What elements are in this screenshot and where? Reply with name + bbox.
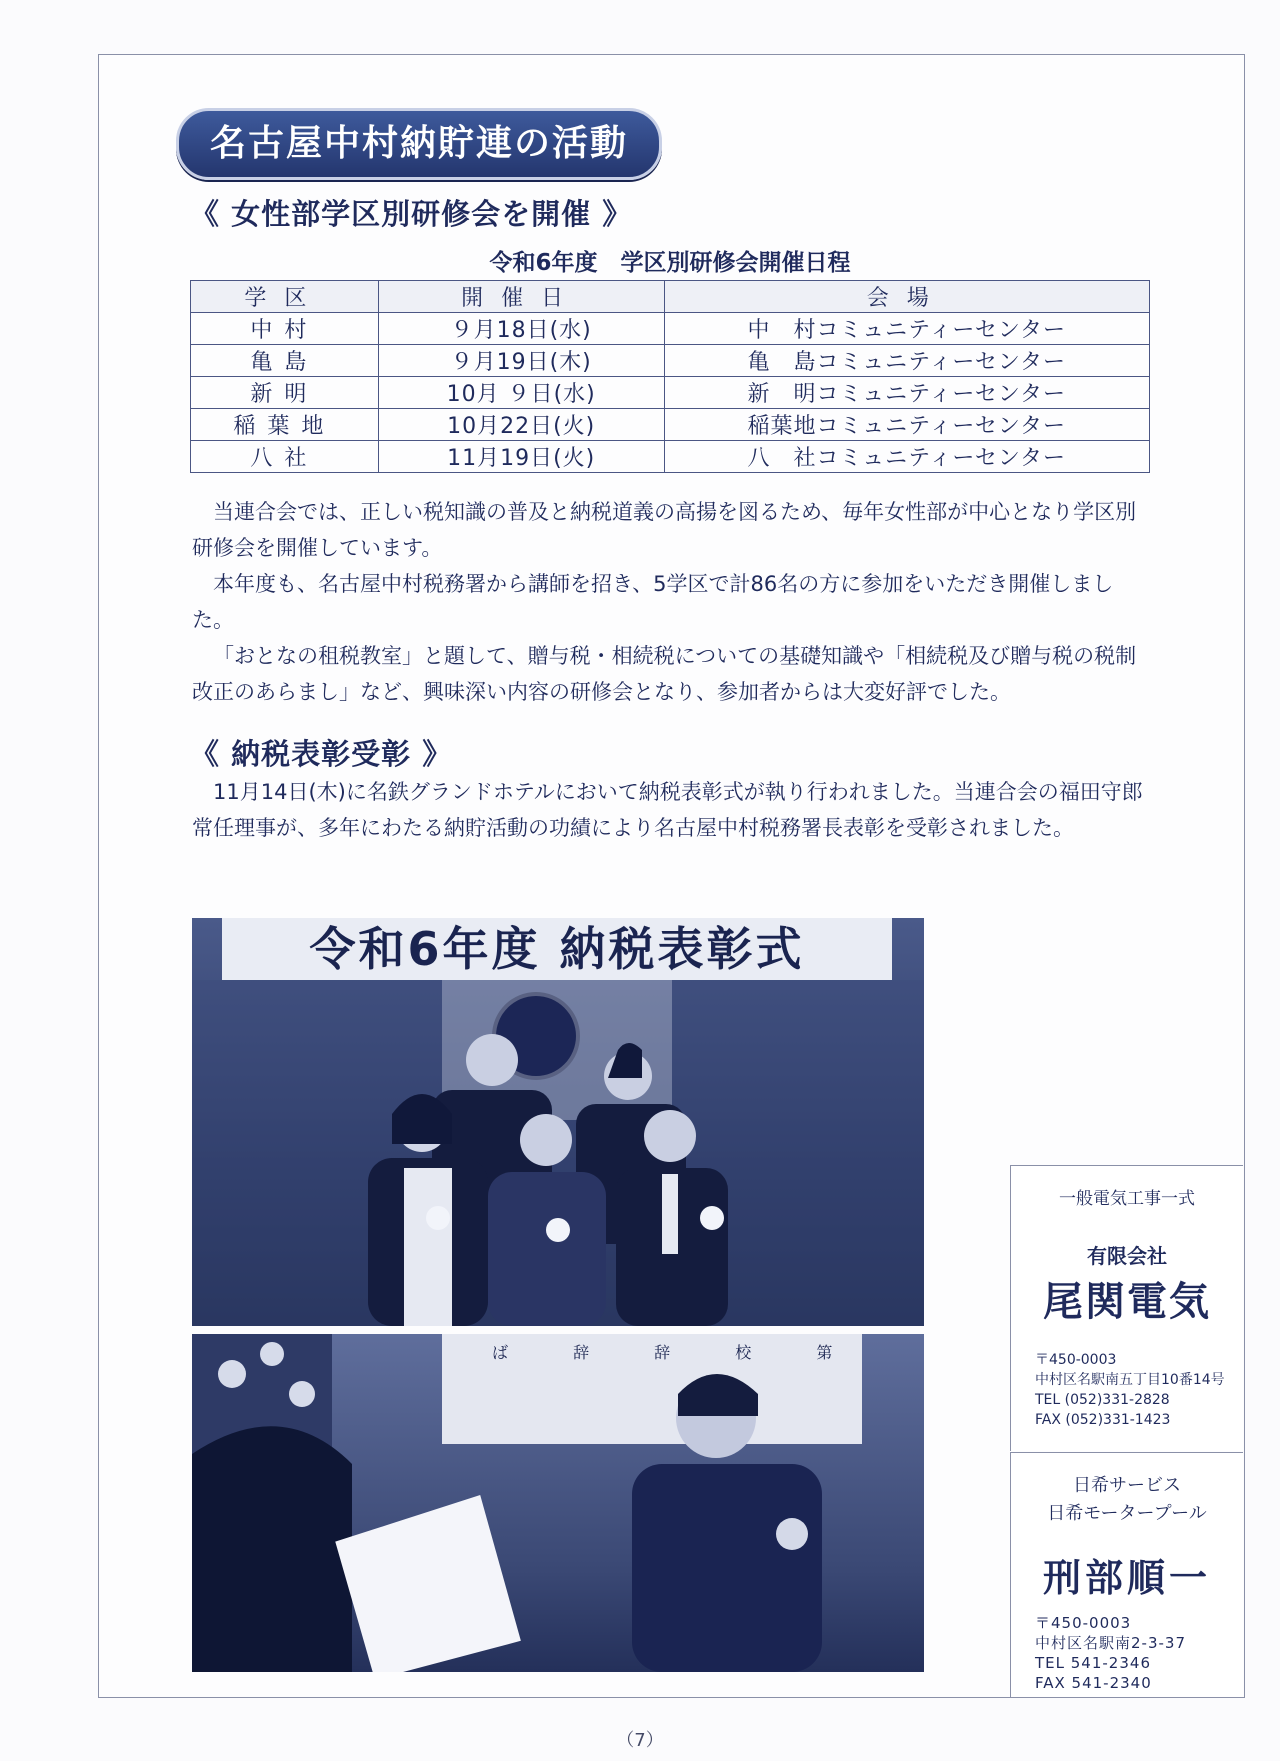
ad-tel: TEL 541-2346 [1035,1654,1151,1672]
ad-person-name: 刑部順一 [1042,1555,1211,1600]
section-heading-womens-seminar: 《 女性部学区別研修会を開催 》 [190,197,633,231]
column-header-district: 学区 [191,281,379,313]
table-header-row [191,281,1150,313]
paragraph: 本年度も、名古屋中村税務署から講師を招き、5学区で計86名の方に参加をいただき開催しました。 [192,572,1114,632]
paragraph: 「おとなの租税教室」と題して、贈与税・相続税についての基礎知識や「相続税及び贈与税の税制改正のあらまし」など、興味深い内容の研修会となり、参加者からは大変好評でした。 [192,644,1137,704]
cell-district: 稲葉地 [191,409,379,441]
table-row [191,313,1150,345]
cell-date: 10月22日(火) [378,409,664,441]
cell-date: 10月 ９日(水) [378,377,664,409]
ad-contact [1035,1613,1245,1693]
cell-venue: 稲葉地コミュニティーセンター [664,409,1149,441]
table-row [191,409,1150,441]
ad-tagline: 一般電気工事一式 [1059,1189,1195,1209]
cell-venue: 新 明コミュニティーセンター [664,377,1149,409]
ad-fax: FAX 541-2340 [1035,1674,1152,1692]
ceremony-group-photo [192,918,924,1326]
cell-venue: 亀 島コミュニティーセンター [664,345,1149,377]
cell-district: 八社 [191,441,379,473]
cell-date: ９月18日(水) [378,313,664,345]
table-row [191,441,1150,473]
advertisement-ozeki-denki [1010,1165,1243,1451]
advertisement-osakabe [1010,1452,1243,1697]
ad-address: 中村区名駅南2-3-37 [1035,1634,1186,1652]
ad-postal: 〒450-0003 [1035,1614,1132,1632]
page-number: （7） [616,1730,664,1751]
award-body [192,774,1152,846]
ad-tel: TEL (052)331-2828 [1035,1392,1170,1408]
certificate-presentation-photo [192,1334,924,1672]
cell-date: ９月19日(木) [378,345,664,377]
cell-venue: 中 村コミュニティーセンター [664,313,1149,345]
ad-postal: 〒450-0003 [1035,1352,1117,1368]
cell-venue: 八 社コミュニティーセンター [664,441,1149,473]
ad-line2: 日希モータープール [1047,1503,1207,1524]
schedule-title: 令和6年度 学区別研修会開催日程 [489,250,851,276]
ad-contact [1035,1350,1245,1430]
ad-company-name: 尾関電気 [1043,1278,1211,1325]
section-heading-tax-award: 《 納税表彰受彰 》 [190,737,453,771]
table-row [191,377,1150,409]
schedule-table [190,280,1150,473]
page-title: 名古屋中村納貯連の活動 [176,108,662,180]
paragraph: 当連合会では、正しい税知識の普及と納税道義の高揚を図るため、毎年女性部が中心となり学区別研修会を開催しています。 [192,500,1137,560]
group-photo-figures [192,918,924,1326]
column-header-date: 開催日 [378,281,664,313]
ceremony-banner: 令和6年度 納税表彰式 [222,918,892,980]
paragraph: 11月14日(木)に名鉄グランドホテルにおいて納税表彰式が執り行われました。当連合会の福田守郎常任理事が、多年にわたる納貯活動の功績により名古屋中村税務署長表彰を受彰されました。 [192,780,1143,840]
column-header-venue: 会場 [664,281,1149,313]
table-row [191,345,1150,377]
certificate-sign-text: ば 辞 辞 校 第 [492,1343,863,1362]
cell-district: 中村 [191,313,379,345]
ad-line1: 日希サービス [1073,1475,1181,1496]
ad-fax: FAX (052)331-1423 [1035,1412,1171,1428]
ad-address: 中村区名駅南五丁目10番14号 [1035,1372,1225,1388]
cell-district: 新明 [191,377,379,409]
presentation-photo-figures [192,1334,924,1672]
cell-district: 亀島 [191,345,379,377]
cell-date: 11月19日(火) [378,441,664,473]
seminar-body [192,494,1152,710]
ad-company-type: 有限会社 [1087,1244,1167,1268]
